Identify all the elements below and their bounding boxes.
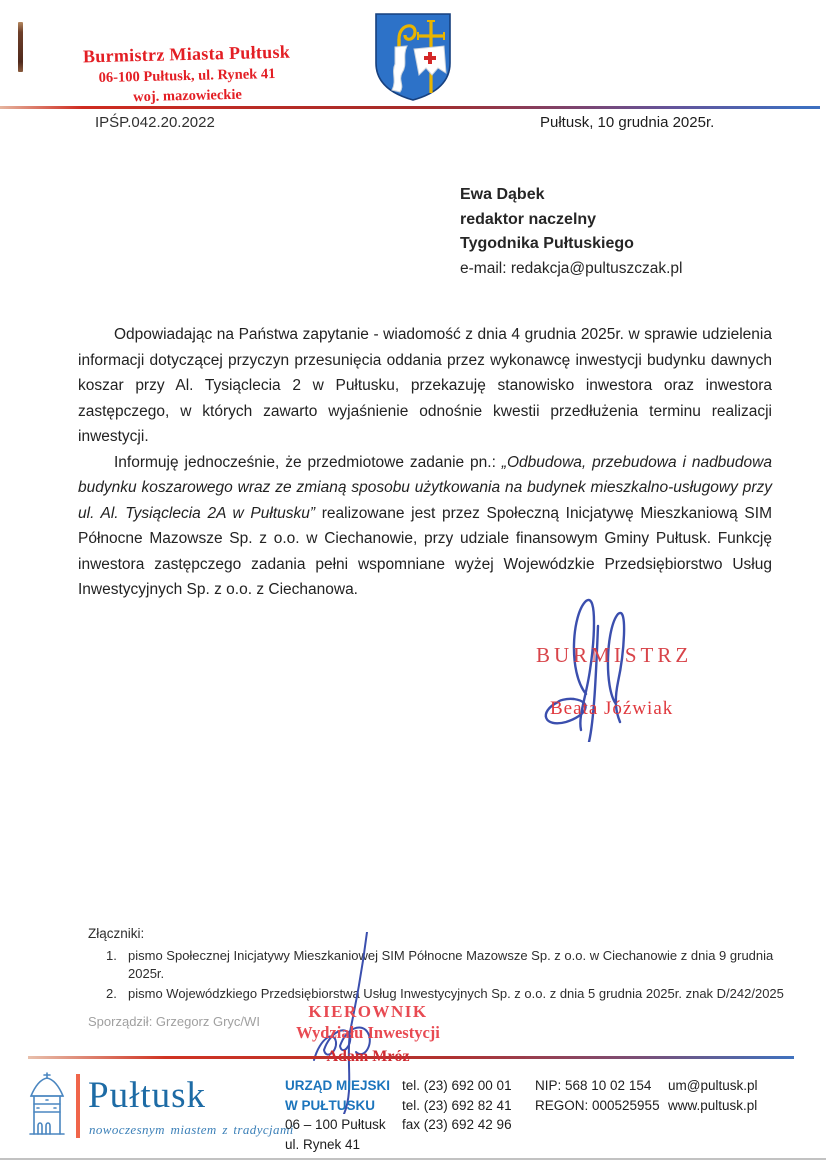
recipient-organization: Tygodnika Pułtuskiego [460, 235, 634, 252]
footer-phone-column [402, 1076, 512, 1135]
footer [0, 1060, 826, 1160]
place-and-date: Pułtusk, 10 grudnia 2025r. [540, 114, 715, 131]
attachment-number: 2. [106, 986, 117, 1001]
mayor-stamp-title: BURMISTRZ [536, 643, 693, 667]
phone-1: tel. (23) 692 00 01 [402, 1078, 512, 1093]
attachment-text: pismo Wojewódzkiego Przedsiębiorstwa Usług Inwestycyjnych Sp. z o.o. z dnia 5 grudnia 2025r. znak D/242/2025 [128, 986, 784, 1001]
sender-stamp [61, 41, 312, 108]
office-address-line1: 06 – 100 Pułtusk [285, 1117, 386, 1132]
header-divider [0, 106, 820, 109]
letter-body [78, 322, 772, 603]
staple-mark [18, 22, 23, 72]
paragraph-2-suffix: realizowane jest przez Społeczną Inicjatywę Mieszkaniową SIM Północne Mazowsze Sp. z o.o. w Ciechanowie, przy udziale finansowym Gminy Pułtusk. Funkcję inwestora zastępczego zadania pełni wspomniane wyżej Wojewódzkie Przedsiębiorstwo Usług Inwestycyjnych Sp. z o.o. z Ciechanowa. [78, 504, 772, 598]
office-website: www.pultusk.pl [668, 1097, 758, 1113]
prepared-by: Sporządził: Grzegorz Gryc/WI [88, 1014, 260, 1029]
footer-ids-column [535, 1076, 660, 1115]
recipient-block [460, 183, 683, 281]
department-head-stamp [278, 1002, 458, 1043]
attachments-heading: Złączniki: [88, 926, 145, 941]
footer-office-column [285, 1076, 390, 1154]
project-title-quote: „Odbudowa, przebudowa i nadbudowa budynku koszarowego wraz ze zmianą sposobu użytkowania na budynek mieszkalno-usługowy przy ul. Al. Tysiąclecia 2A w Pułtusku” [78, 453, 772, 522]
mayor-stamp-name: Beata Jóźwiak [550, 698, 674, 719]
footer-logo-text: Pułtusk [88, 1075, 207, 1116]
footer-web-column [668, 1076, 758, 1115]
logo-separator-bar [76, 1074, 80, 1138]
office-name-line1: URZĄD MIEJSKI [285, 1078, 391, 1093]
head-stamp-title: KIEROWNIK [308, 1002, 428, 1021]
office-email: um@pultusk.pl [668, 1078, 758, 1093]
sender-region: woj. mazowieckie [132, 86, 243, 106]
recipient-email: e-mail: redakcja@pultuszczak.pl [460, 259, 683, 277]
mayor-stamp [536, 643, 692, 720]
paragraph-1: Odpowiadając na Państwa zapytanie - wiadomość z dnia 4 grudnia 2025r. w sprawie udzielenia informacji dotyczącej przyczyn przesunięcia oddania przez wykonawcę inwestycji budynku dawnych koszar przy Al. Tysiąclecia 2 w Pułtusku, przekazuję stanowisko inwestora oraz inwestora zastępczego, w których zawarto wyjaśnienie odnośnie kwestii przedłużenia terminu realizacji inwestycji. [78, 326, 772, 445]
sender-name: Burmistrz Miasta Pułtusk [82, 41, 291, 67]
tower-logo-icon [24, 1072, 70, 1144]
paragraph-2-prefix: Informuję jednocześnie, że przedmiotowe zadanie pn.: [114, 453, 502, 471]
coat-of-arms-icon [368, 11, 458, 103]
phone-2: tel. (23) 692 82 41 [402, 1097, 512, 1113]
attachment-text: pismo Społecznej Inicjatywy Mieszkaniowej SIM Północne Mazowsze Sp. z o.o. w Ciechanowie z dnia 9 grudnia 2025r. [128, 948, 774, 981]
fax: fax (23) 692 42 96 [402, 1117, 512, 1132]
office-name-line2: W PUŁTUSKU [285, 1097, 375, 1113]
paragraph-2 [78, 450, 772, 603]
head-stamp-department: Wydziału Inwestycji [296, 1023, 440, 1042]
nip: NIP: 568 10 02 154 [535, 1078, 652, 1093]
recipient-title: redaktor naczelny [460, 210, 597, 228]
recipient-name: Ewa Dąbek [460, 186, 545, 203]
regon: REGON: 000525955 [535, 1097, 660, 1113]
attachment-number: 1. [106, 948, 117, 963]
footer-logo-tagline: nowoczesnym miastem z tradycjami [89, 1122, 294, 1137]
reference-number: IPŚP.042.20.2022 [95, 114, 215, 131]
sender-address: 06-100 Pułtusk, ul. Rynek 41 [98, 65, 276, 87]
head-stamp-name: Adam Mróz [326, 1048, 410, 1065]
office-address-line2: ul. Rynek 41 [285, 1136, 361, 1152]
